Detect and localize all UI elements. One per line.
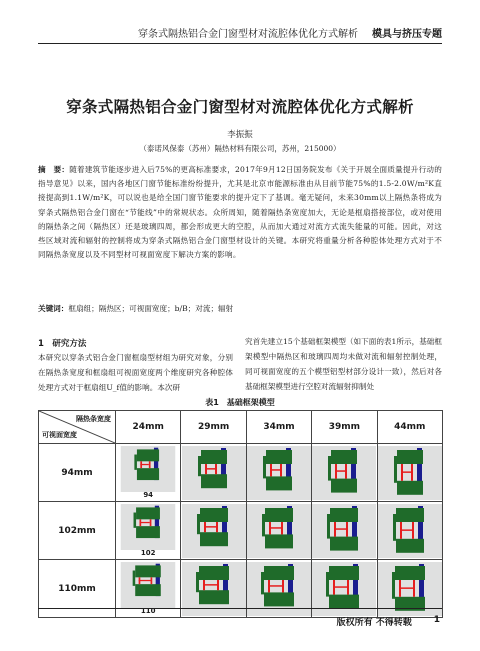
row-header: 94mm	[39, 444, 116, 502]
frame-section-drawing	[182, 446, 246, 500]
frame-section-drawing	[116, 504, 180, 550]
column-header: 39mm	[312, 411, 377, 444]
frame-section-image	[181, 444, 246, 502]
row-header: 102mm	[39, 502, 116, 560]
body-text-right: 究首先建立15个基础框架模型（如下面的表1所示，基础框架模型中隔热区和玻璃四周均未做对流和辐射控制处理，同可视面宽度的五个模型铝型材部分设计一致），然后对各基础框架模型进行空腔对流辐射抑制处	[245, 337, 442, 391]
frame-section-drawing	[182, 504, 246, 558]
corner-top-label: 隔热条宽度	[76, 415, 111, 423]
abstract-text: 随着建筑节能逐步进入后75%的更高标准要求，2017年9月12日国务院发布《关于开展全面质量提升行动的指导意见》以来，国内各地区门窗节能标准纷纷提升，尤其是北京市能源标准由从目前节能75%的1.5-2.0W/m²K直接提高到1.1W/m²K，可以说也是给全国门窗节能要求的提升定下了基调。毫无疑问，未来30mm以上隔热条将成为穿条式隔热铝合金门窗在“节能线”中的常规状态。众所周知，随着隔热条宽度加大，无论是框扇搭接部位，或对使用的隔热条之间（隔热区）还是玻璃四周，都会形成更大的空腔，从而加大通过对流方式流失能量的可能。因此，对这些区域对流和辐射的控制将成为穿条式隔热铝合金门窗型材设计的关键。本研究将重量分析各种腔体处理方式对于不同隔热条宽度以及不同型材可视面宽度下解决方案的影响。	[38, 165, 442, 260]
author: 李振振	[227, 130, 253, 140]
frame-section-drawing	[312, 446, 376, 500]
frame-section-image	[377, 502, 442, 560]
frame-section-drawing	[378, 446, 442, 500]
column-header: 29mm	[181, 411, 246, 444]
corner-bottom-label: 可视面宽度	[42, 431, 77, 439]
frame-model-table	[38, 410, 443, 618]
running-title: 穿条式隔热铝合金门窗型材对流腔体优化方式解析	[138, 29, 358, 40]
frame-section-image	[377, 444, 442, 502]
frame-section-image	[312, 502, 377, 560]
dimension-label: 102	[128, 548, 168, 557]
frame-section-drawing	[312, 504, 376, 558]
column-header: 24mm	[116, 411, 181, 444]
column-header: 44mm	[377, 411, 442, 444]
frame-section-drawing	[116, 446, 180, 492]
frame-section-image	[312, 444, 377, 502]
abstract-label: 摘 要：	[38, 165, 70, 174]
frame-section-drawing	[378, 504, 442, 558]
keywords	[38, 303, 442, 314]
frame-section-image	[116, 444, 181, 502]
copyright-notice: 版权所有 不得转载	[336, 618, 412, 628]
column-header: 34mm	[246, 411, 311, 444]
frame-section-drawing	[247, 504, 311, 558]
body-text-left: 本研究以穿条式铝合金门窗框扇型材组为研究对象，分别在隔热条宽度和框扇组可视面宽度两个维度研究各种腔体处理方式对于框扇组U_f值的影响。本次研	[38, 353, 233, 392]
frame-section-image	[246, 502, 311, 560]
affiliation: （泰诺风保泰（苏州）隔热材料有限公司，苏州，215000）	[139, 144, 341, 153]
running-header	[38, 22, 442, 44]
abstract	[38, 163, 442, 262]
frame-section-image	[116, 502, 181, 560]
table-corner	[39, 411, 116, 444]
dimension-label: 94	[128, 490, 168, 499]
frame-section-image	[246, 444, 311, 502]
footer	[337, 615, 440, 628]
page-number: 1	[433, 615, 440, 625]
keywords-label: 关键词：	[38, 304, 69, 313]
frame-section-drawing	[247, 446, 311, 500]
row-header: 110mm	[39, 560, 116, 618]
footer-rule	[38, 608, 442, 609]
frame-section-drawing	[116, 562, 180, 608]
dimension-label: 110	[128, 606, 168, 615]
article-title: 穿条式隔热铝合金门窗型材对流腔体优化方式解析	[66, 98, 414, 116]
section-heading: 1 研究方法	[38, 339, 87, 349]
table-caption: 表1 基础框架模型	[205, 398, 275, 407]
frame-section-image	[181, 502, 246, 560]
keywords-text: 框扇组；隔热区；可视面宽度；b/B；对流；辐射	[68, 304, 234, 313]
column-title: 模具与挤压专题	[372, 29, 442, 40]
